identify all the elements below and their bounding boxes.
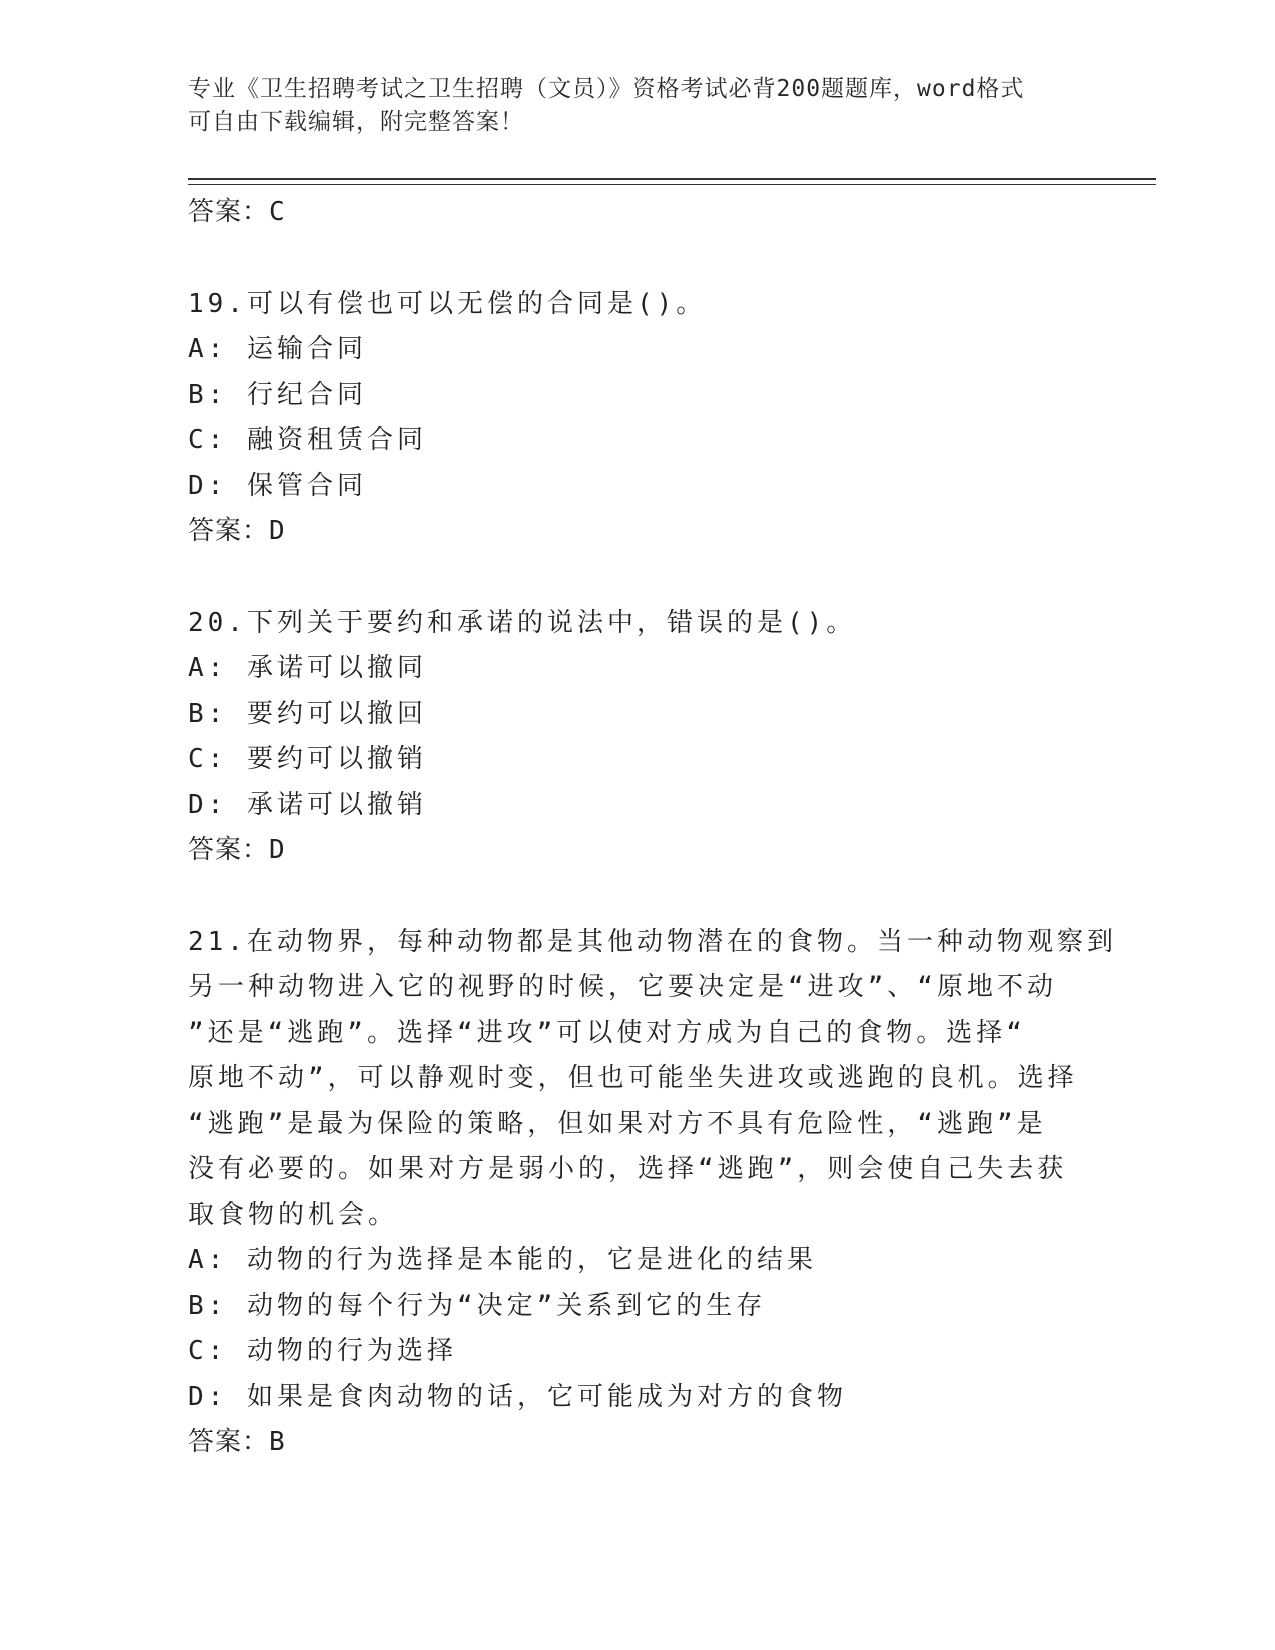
option-d: D: 保管合同 bbox=[188, 470, 367, 501]
answer-value: B bbox=[269, 1427, 286, 1457]
option-a: A: 运输合同 bbox=[188, 334, 367, 364]
option-c: C: 动物的行为选择 bbox=[188, 1336, 457, 1366]
answer-value: C bbox=[269, 197, 286, 227]
answer-value: D bbox=[269, 835, 286, 865]
question-stem-line: 另一种动物进入它的视野的时候，它要决定是“进攻”、“原地不动 bbox=[188, 972, 1057, 1002]
question-19 bbox=[188, 282, 1088, 555]
question-stem-line: 取食物的机会。 bbox=[188, 1199, 399, 1230]
option-d: D: 承诺可以撤销 bbox=[188, 789, 427, 820]
option-c: C: 要约可以撤销 bbox=[188, 744, 427, 774]
header-line-2: 可自由下载编辑，附完整答案！ bbox=[188, 109, 524, 135]
header-line-1: 专业《卫生招聘考试之卫生招聘（文员）》资格考试必背200题题库，word格式 bbox=[188, 76, 1025, 102]
answer-line bbox=[188, 828, 1088, 874]
answer-label: 答案： bbox=[188, 835, 270, 865]
question-stem-line: 没有必要的。如果对方是弱小的，选择“逃跑”，则会使自己失去获 bbox=[188, 1154, 1068, 1184]
option-a: A: 承诺可以撤同 bbox=[188, 653, 427, 683]
answer-line bbox=[188, 509, 1088, 555]
option-b: B: 要约可以撤回 bbox=[188, 698, 427, 729]
question-20 bbox=[188, 601, 1088, 874]
question-stem-line: 21.在动物界，每种动物都是其他动物潜在的食物。当一种动物观察到 bbox=[188, 926, 1117, 957]
question-stem: 19.可以有偿也可以无偿的合同是()。 bbox=[188, 288, 707, 319]
spacer bbox=[188, 555, 1088, 601]
option-b: B: 动物的每个行为“决定”关系到它的生存 bbox=[188, 1290, 767, 1321]
spacer bbox=[188, 874, 1088, 920]
option-d: D: 如果是食肉动物的话，它可能成为对方的食物 bbox=[188, 1381, 847, 1412]
document-body bbox=[188, 190, 1117, 1466]
question-stem: 20.下列关于要约和承诺的说法中，错误的是()。 bbox=[188, 607, 857, 638]
answer-label: 答案： bbox=[188, 516, 270, 546]
answer-value: D bbox=[269, 516, 286, 546]
answer-label: 答案： bbox=[188, 1427, 270, 1457]
answer-label: 答案： bbox=[188, 197, 270, 227]
question-stem-line: ”还是“逃跑”。选择“进攻”可以使对方成为自己的食物。选择“ bbox=[188, 1017, 1026, 1048]
question-21 bbox=[188, 920, 1117, 1466]
spacer bbox=[188, 236, 1088, 282]
option-c: C: 融资租赁合同 bbox=[188, 425, 427, 455]
question-stem-line: “逃跑”是最为保险的策略，但如果对方不具有危险性，“逃跑”是 bbox=[188, 1108, 1047, 1139]
answer-line bbox=[188, 1420, 1088, 1466]
question-stem-line: 原地不动”，可以静观时变，但也可能坐失进攻或逃跑的良机。选择 bbox=[188, 1063, 1078, 1093]
header-divider-thick bbox=[188, 178, 1156, 180]
document-header bbox=[188, 73, 1078, 139]
option-b: B: 行纪合同 bbox=[188, 379, 367, 410]
option-a: A: 动物的行为选择是本能的，它是进化的结果 bbox=[188, 1245, 817, 1275]
header-divider-thin bbox=[188, 184, 1156, 185]
answer-line bbox=[188, 190, 1088, 236]
